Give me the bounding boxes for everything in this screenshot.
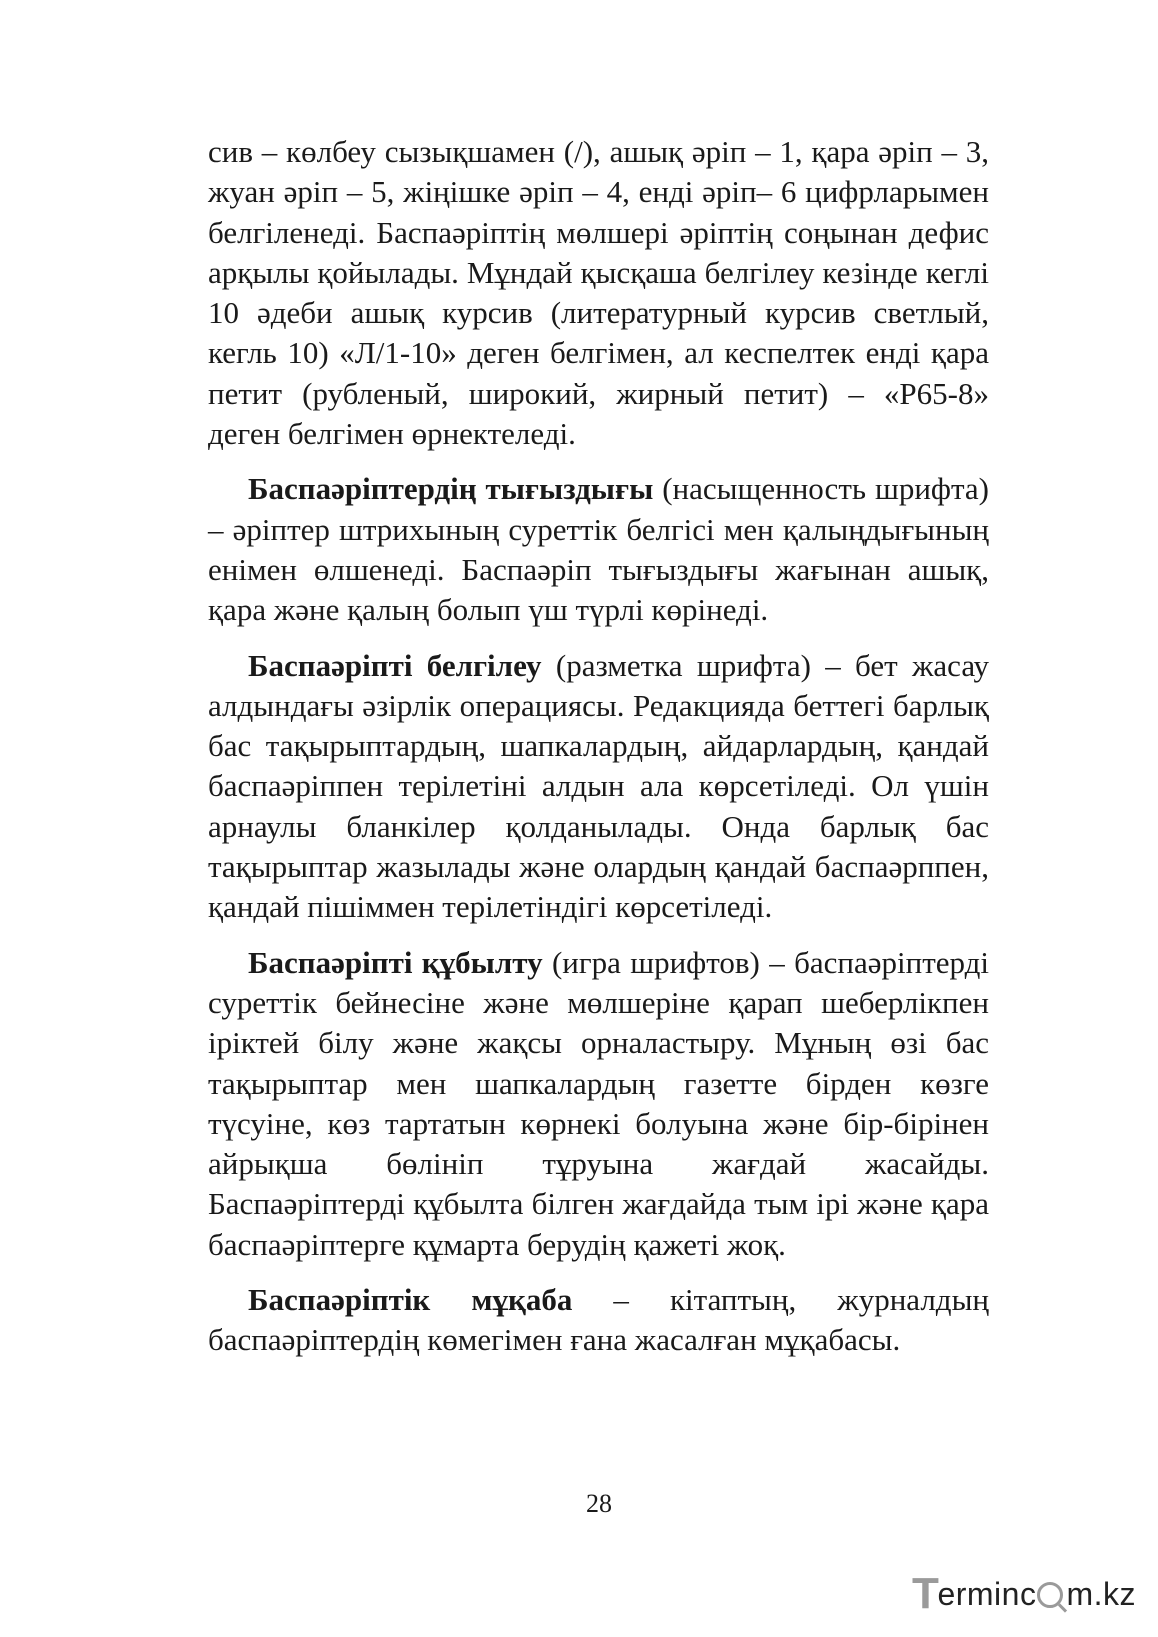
term-heading: Баспаәріптік мұқаба [248,1282,573,1318]
site-watermark-logo [912,1569,1136,1619]
paragraph-text: (игра шрифтов) – баспаәріптерді суреттік бейнесіне және мөлшеріне қарап шеберлікпен іріктей білу және жақсы орналастыру. Мұның өзі бас тақырыптар мен шапкалардың газетте бірден көзге түсуіне, көз тартатын көрнекі болуына және бір-бірінен айрықша бөлініп тұруына жағдай жасайды. Баспаәріптерді құбылта білген жағдайда тым ірі және қара баспаәріптерге құмарта берудің қажеті жоқ. [208,944,989,1262]
paragraph-term-marking [208,646,989,928]
paragraph-text: сив – көлбеу сызықшамен (/), ашық әріп – 1, қара әріп – 3, жуан әріп – 5, жіңішке әріп – 4, енді әріп– 6 цифрларымен белгіленеді. Баспаәріптің мөлшері әріптің соңынан дефис арқылы қойылады. Мұндай қысқаша белгілеу кезінде кеглі 10 әдеби ашық курсив (литературный курсив светлый, кегль 10) «Л/1-10» деген белгімен, ал кеспелтек енді қара петит (рубленый, широкий, жирный петит) – «Р65-8» деген белгімен өрнектеледі. [208,134,989,452]
paragraph-term-cover [208,1280,989,1361]
paragraph-text: (разметка шрифта) – бет жасау алдындағы әзірлік операциясы. Редакцияда беттегі барлық бас тақырыптардың, шапкалардың, айдарлардың, қандай баспаәріппен терілетіні алдын ала көрсетіледі. Ол үшін арнаулы бланкілер қолданылады. Онда барлық бас тақырыптар жазылады және олардың қандай баспаәрппен, қандай пішіммен терілетіндігі көрсетіледі. [208,647,990,925]
term-heading: Баспаәріпті белгілеу [248,647,542,683]
watermark-text-mid: erminc [937,1575,1037,1612]
paragraph-continuation [208,132,989,454]
term-heading: Баспаәріптердің тығыздығы [248,471,654,507]
paragraph-term-density [208,469,989,630]
watermark-text-tail: m.kz [1066,1575,1136,1612]
page-body [208,132,989,1376]
paragraph-text: – кітаптың, журналдың баспаәріптердің көмегімен ғана жасалған мұқабасы. [208,1282,989,1358]
paragraph-term-font-play [208,943,989,1265]
watermark-lead-letter: T [912,1569,940,1618]
magnifier-icon [1037,1582,1063,1608]
paragraph-text: (насыщенность шрифта) – әріптер штрихының суреттік белгісі мен қалыңдығының енімен өлшенеді. Баспаәріп тығыздығы жағынан ашық, қара және қалың болып үш түрлі көрінеді. [208,471,989,628]
term-heading: Баспаәріпті құбылту [248,944,543,980]
page-number: 28 [586,1489,612,1518]
